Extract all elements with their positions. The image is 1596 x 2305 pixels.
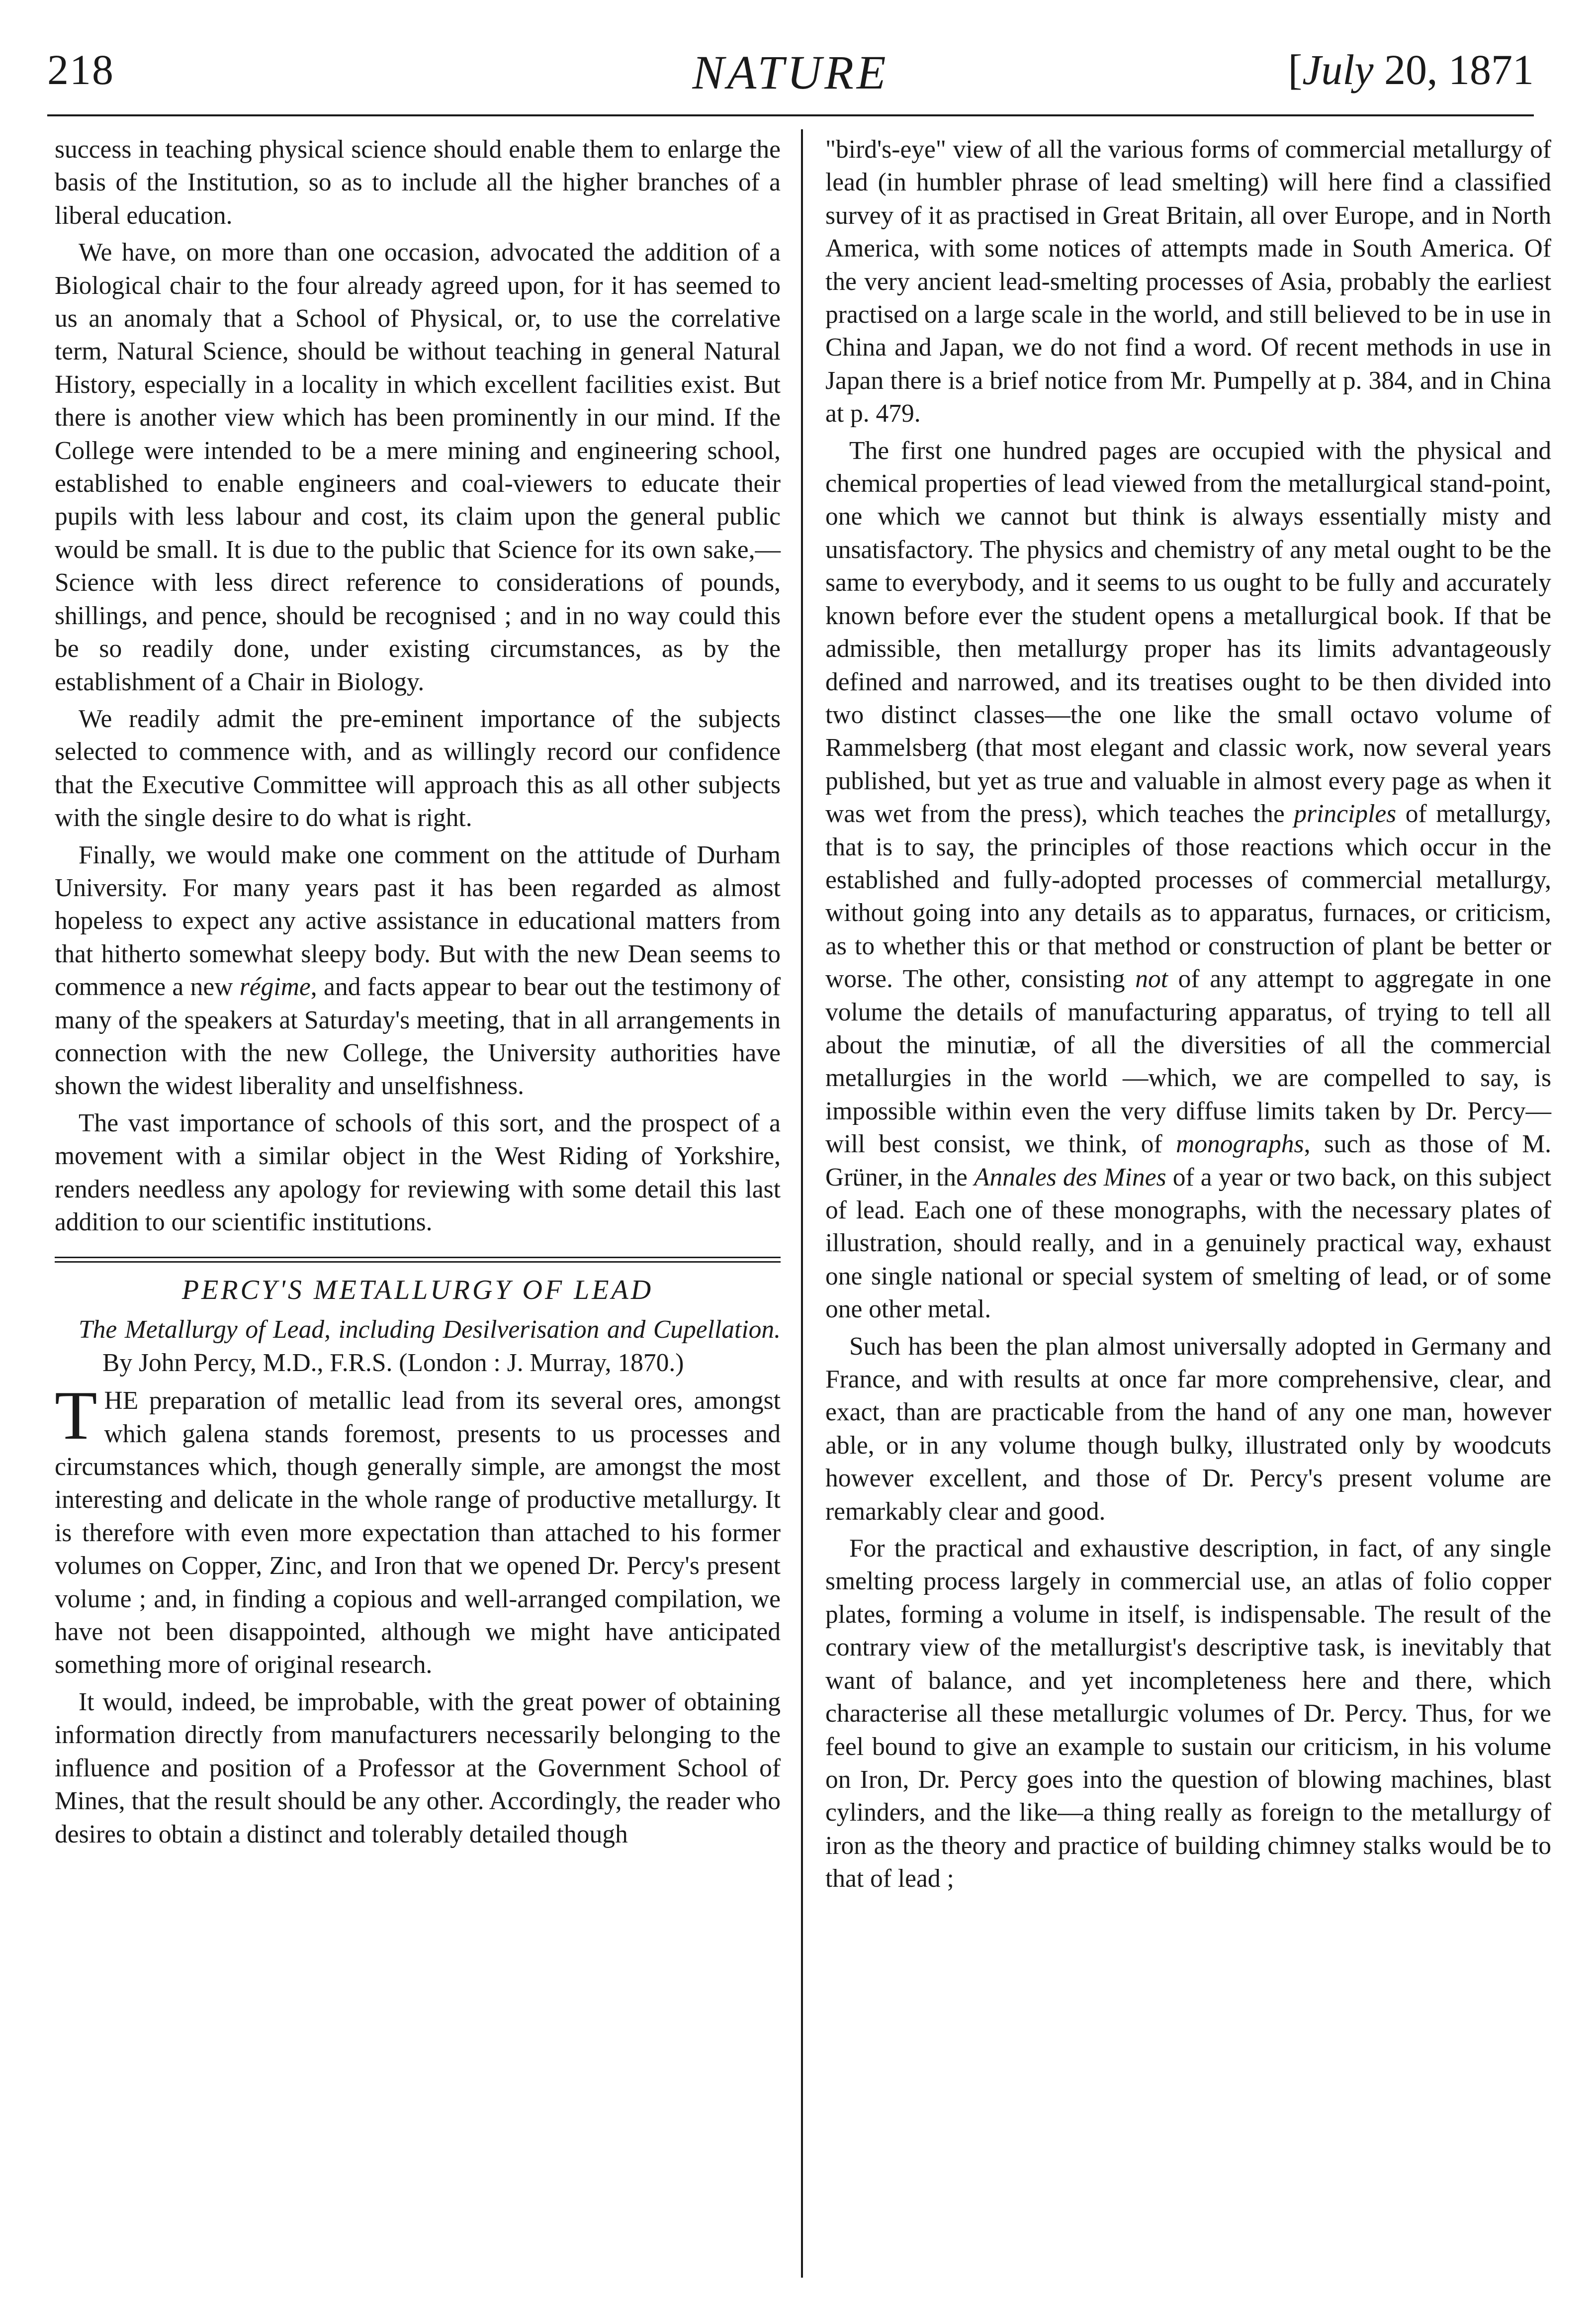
book-reference — [79, 1313, 781, 1380]
italic-term: monographs — [1176, 1130, 1304, 1159]
paragraph-text: , such as those of M. Grüner, in the — [825, 1130, 1552, 1192]
page-header — [47, 35, 1534, 114]
header-rule — [47, 114, 1534, 116]
paragraph: We have, on more than one occasion, advocated the addition of a Biological chair to the four already agreed upon, for it has seemed to us an anomaly that a School of Physical, or, to use the correlative term, Natural Science, should be without teaching in general Natural History, especially in a locality in which excellent facilities exist. But there is another view which has been prominently in our mind. If the College were intended to be a mere mining and engineering school, established to enable engineers and coal-viewers to educate their pupils with less labour and cost, its claim upon the general public would be small. It is due to the public that Science for its own sake,—Science with less direct reference to considerations of pounds, shillings, and pence, should be recognised ; and in no way could this be so readily done, under existing circumstances, as by the establishment of a Chair in Biology. — [55, 238, 781, 696]
right-column — [825, 133, 1551, 1900]
paragraph — [825, 435, 1551, 1326]
paragraph-text: of metallurgy, that is to say, the principles of those reactions which occur in the established and fully-adopted processes of commercial metallurgy, without going into any details as to apparatus, furnaces, or criticism, as to whether this or that method or construction of plant be better or worse. The other, consisting — [825, 800, 1551, 994]
date-year: 20, 1871 — [1373, 46, 1534, 93]
paragraph-text: The first one hundred pages are occupied with the physical and chemical properties of lead viewed from the metallurgical stand-point, one which we cannot but think is always essentially misty and unsatisfactory. The physics and chemistry of any metal ought to be the same to everybody, and it seems to us ought to be fully and accurately known before ever the student opens a metallurgical book. If that be admissible, then metallurgy proper has its limits advantageously defined and narrowed, and its treatises ought to be then divided into two distinct classes—the one like the small octavo volume of Rammelsberg (that most elegant and classic work, now several years published, but yet as true and valuable in almost every page as when it was wet from the press), which teaches the — [825, 436, 1551, 829]
left-column — [55, 133, 781, 1855]
paragraph — [55, 1377, 781, 1682]
paragraph: We readily admit the pre-eminent importance of the subjects selected to commence with, and as willingly record our confidence that the Executive Committee will approach this as all other subjects with the single desire to do what is right. — [55, 704, 781, 832]
paragraph: Such has been the plan almost universally adopted in Germany and France, and with results at once far more comprehensive, clear, and exact, than are practicable from the hand of any one man, however able, or in any volume though bulky, illustrated only by woodcuts however excellent, and those of Dr. Percy's present volume are remarkably clear and good. — [825, 1332, 1551, 1526]
book-details: By John Percy, M.D., F.R.S. (London : J. Murray, 1870.) — [102, 1348, 684, 1377]
date-bracket: [ — [1288, 46, 1303, 93]
italic-term: principles — [1294, 800, 1397, 829]
paragraph: It would, indeed, be improbable, with the great power of obtaining information directly from manufacturers necessarily belonging to the influence and position of a Professor at the Government School of Mines, that the result should be any other. Accordingly, the reader who desires to obtain a distinct and tolerably detailed though — [55, 1687, 781, 1848]
paragraph-text: Finally, we would make one comment on the attitude of Durham University. For many years past it has been regarded as almost hopeless to expect any active assistance in educational matters from that hitherto somewhat sleepy body. But with the new Dean seems to commence a new — [55, 840, 781, 1002]
issue-date — [1288, 45, 1534, 94]
italic-term: not — [1135, 965, 1168, 994]
column-divider — [801, 129, 803, 2278]
page-number: 218 — [47, 46, 114, 93]
paragraph-text: , and facts appear to bear out the testimony of many of the speakers at Saturday's meeting, that in all arrangements in connection with the new College, the University authorities have shown the widest liberality and unselfishness. — [55, 973, 781, 1101]
article-title: PERCY'S METALLURGY OF LEAD — [181, 1275, 654, 1306]
drop-cap: T — [55, 1377, 97, 1455]
italic-term: régime — [239, 973, 311, 1002]
italic-term: Annales des Mines — [974, 1163, 1166, 1192]
paragraph — [55, 839, 781, 1103]
paragraph-text: HE preparation of metallic lead from its several ores, amongst which galena stands foremost, presents to us processes and circumstances which, though generally simple, are amongst the most interesting and delicate in the whole range of productive metallurgy. It is therefore with even more expectation than attached to his former volumes on Copper, Zinc, and Iron that we opened Dr. Percy's present volume ; and, in finding a copious and well-arranged compilation, we have not been disappointed, although we might have anticipated something more of original research. — [55, 1386, 781, 1679]
paragraph: For the practical and exhaustive description, in fact, of any single smelting process largely in commercial use, an atlas of folio copper plates, forming a volume in itself, is indispensable. The result of the contrary view of the metallurgist's descriptive task, is inevitably that want of balance, and yet incompleteness here and there, which characterise all these metallurgic volumes of Dr. Percy. Thus, for we feel bound to give an example to sustain our criticism, in his volume on Iron, Dr. Percy goes into the question of blowing machines, blast cylinders, and the like—a thing really as foreign to the metallurgy of iron as the theory and practice of building chimney stalks would be to that of lead ; — [825, 1534, 1551, 1893]
paragraph: success in teaching physical science should enable them to enlarge the basis of the Institution, so as to include all the higher branches of a liberal education. — [55, 135, 781, 230]
book-title: The Metallurgy of Lead, including Desilverisation and Cupellation. — [79, 1315, 781, 1344]
paragraph: The vast importance of schools of this sort, and the prospect of a movement with a similar object in the West Riding of Yorkshire, renders needless any apology for reviewing with some detail this last addition to our scientific institutions. — [55, 1108, 781, 1236]
date-month: July — [1302, 46, 1374, 93]
paragraph: "bird's-eye" view of all the various forms of commercial metallurgy of lead (in humbler phrase of lead smelting) will here find a classified survey of it as practised in Great Britain, all over Europe, and in North America, with some notices of attempts made in South America. Of the very ancient lead-smelting processes of Asia, probably the earliest practised on a large scale in the world, and still believed to be in use in China and Japan, we do not find a word. Of recent methods in use in Japan there is a brief notice from Mr. Pumpelly at p. 384, and in China at p. 479. — [825, 135, 1551, 428]
paragraph-text: of any attempt to aggregate in one volume the details of manufacturing apparatus, of trying to tell all about the minutiæ, of all the diversities of all the commercial metallurgies in the world —which, we are compelled to say, is impossible within even the very diffuse limits taken by Dr. Percy—will best consist, we think, of — [825, 965, 1552, 1159]
journal-title: NATURE — [692, 46, 889, 99]
section-separator — [55, 1257, 781, 1263]
paragraph-text: of a year or two back, on this subject of lead. Each one of these monographs, with the necessary plates of illustration, should really, and in a genuinely practical way, exhaust one single national or special system of smelting of lead, or of some one other metal. — [825, 1163, 1551, 1324]
